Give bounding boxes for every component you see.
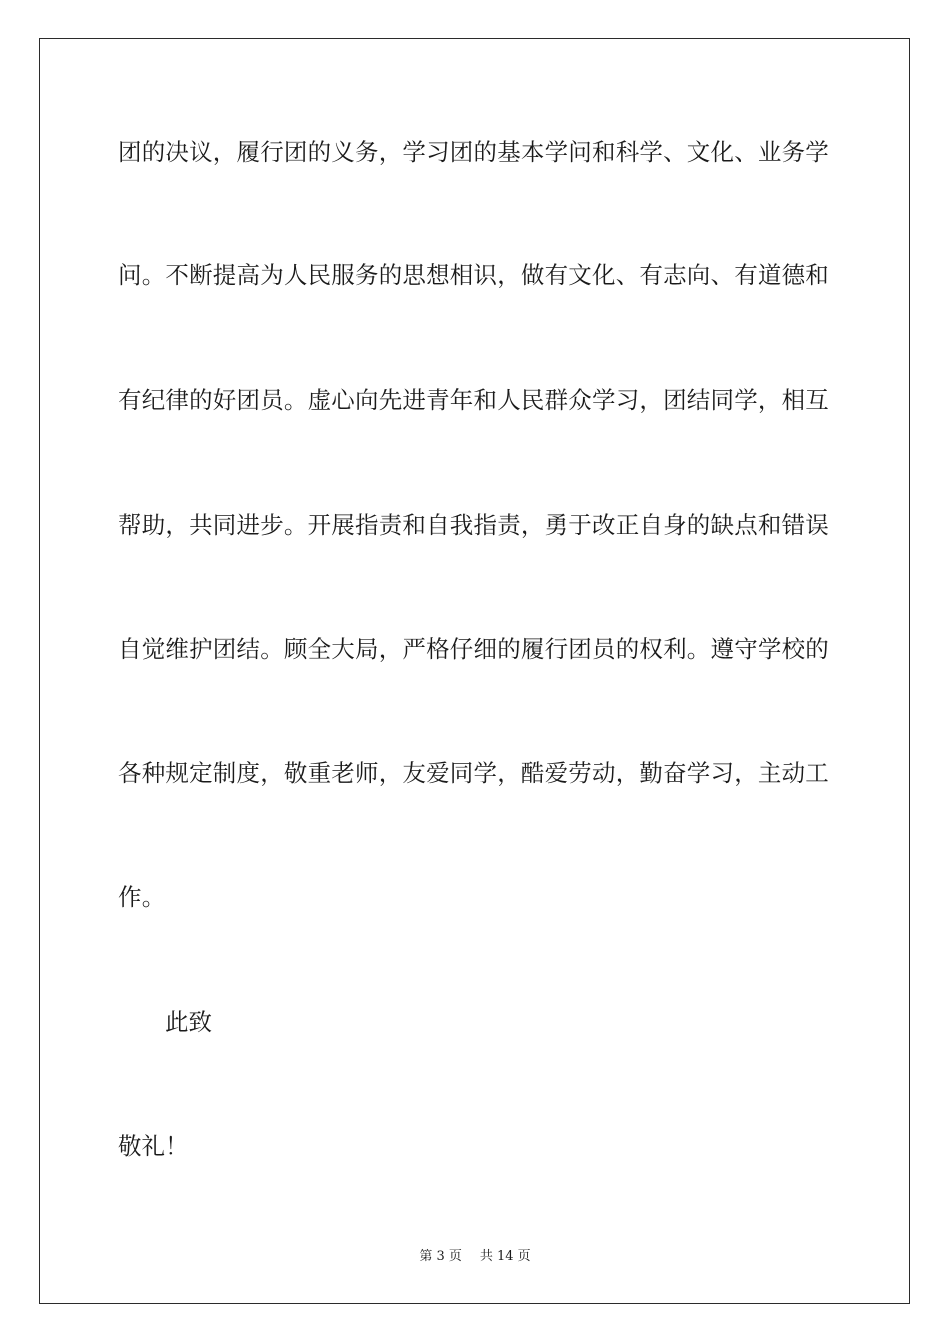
body-line-3: 有纪律的好团员。虚心向先进青年和人民群众学习，团结同学，相互 bbox=[118, 386, 829, 414]
page-number: 第 3 页 bbox=[419, 1249, 462, 1264]
page-border bbox=[39, 38, 910, 1304]
page-footer bbox=[0, 1248, 950, 1266]
body-line-2: 问。不断提高为人民服务的思想相识，做有文化、有志向、有道德和 bbox=[118, 261, 829, 289]
body-line-5: 自觉维护团结。顾全大局，严格仔细的履行团员的权利。遵守学校的 bbox=[118, 635, 829, 663]
body-line-1: 团的决议，履行团的义务，学习团的基本学问和科学、文化、业务学 bbox=[118, 138, 829, 166]
body-line-6: 各种规定制度，敬重老师，友爱同学，酷爱劳动，勤奋学习，主动工 bbox=[118, 759, 829, 787]
regards: 敬礼！ bbox=[118, 1132, 189, 1160]
salutation: 此致 bbox=[165, 1008, 212, 1036]
body-line-4: 帮助，共同进步。开展指责和自我指责，勇于改正自身的缺点和错误 bbox=[118, 511, 829, 539]
body-line-7: 作。 bbox=[118, 883, 166, 911]
page-total: 共 14 页 bbox=[479, 1249, 531, 1264]
